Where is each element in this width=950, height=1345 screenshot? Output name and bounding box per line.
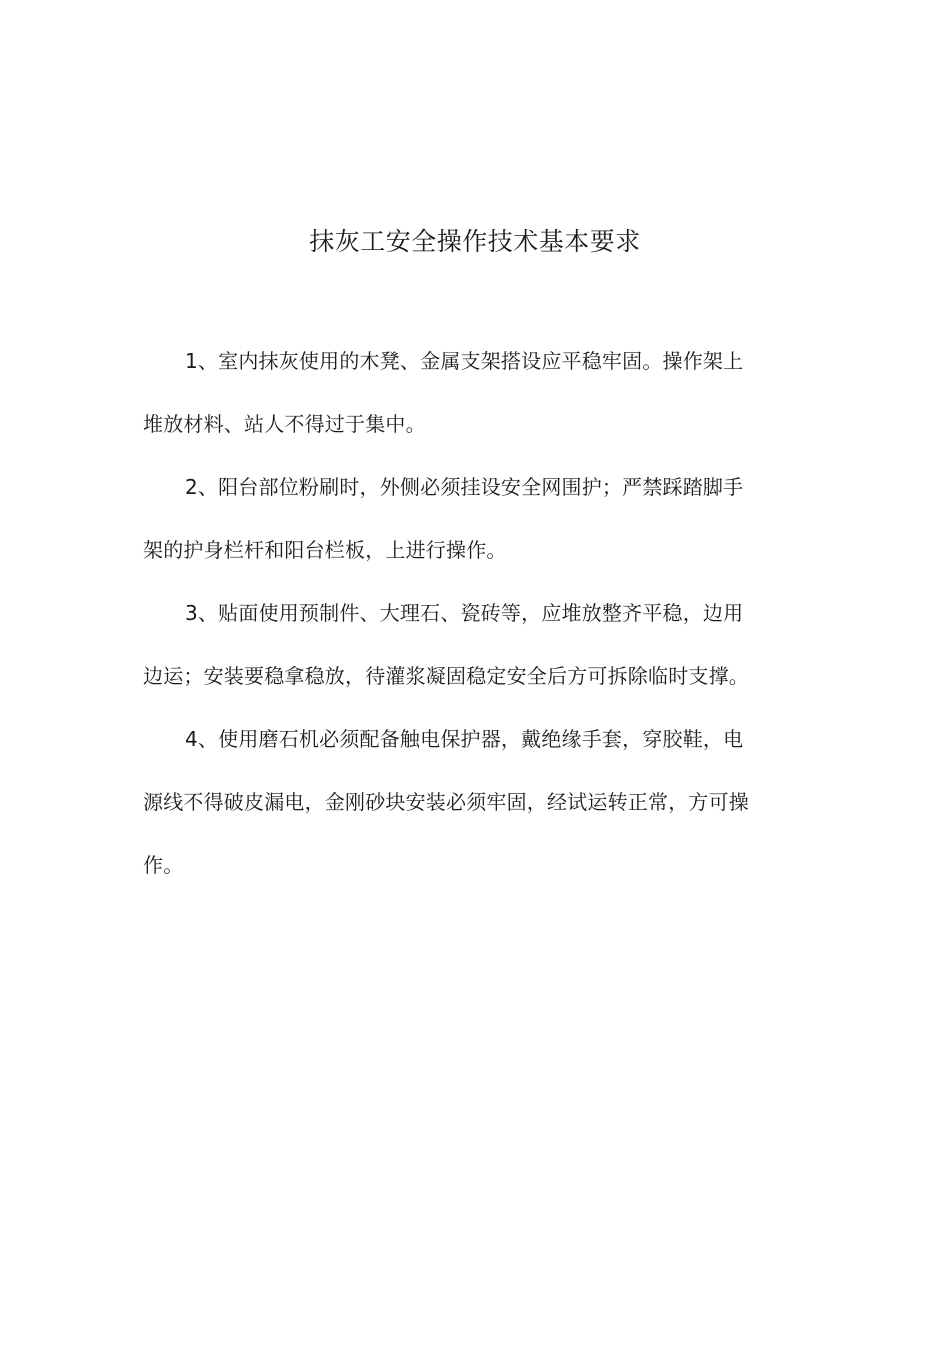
paragraph-line: 源线不得破皮漏电，金刚砂块安装必须牢固，经试运转正常，方可操 — [143, 790, 749, 814]
document-body — [143, 330, 783, 897]
paragraph-line: 1、室内抹灰使用的木凳、金属支架搭设应平稳牢固。操作架上 — [185, 349, 744, 373]
paragraph-line: 3、贴面使用预制件、大理石、瓷砖等，应堆放整齐平稳，边用 — [185, 601, 744, 625]
paragraph-line: 4、使用磨石机必须配备触电保护器，戴绝缘手套，穿胶鞋，电 — [185, 727, 744, 751]
paragraph-line: 架的护身栏杆和阳台栏板，上进行操作。 — [143, 538, 507, 562]
paragraph-line: 作。 — [143, 853, 184, 877]
paragraph-2 — [143, 456, 783, 582]
document-title: 抹灰工安全操作技术基本要求 — [309, 227, 641, 256]
paragraph-line: 2、阳台部位粉刷时，外侧必须挂设安全网围护；严禁踩踏脚手 — [185, 475, 744, 499]
paragraph-line: 堆放材料、站人不得过于集中。 — [143, 412, 426, 436]
paragraph-line: 边运；安装要稳拿稳放，待灌浆凝固稳定安全后方可拆除临时支撑。 — [143, 664, 749, 688]
paragraph-3 — [143, 582, 783, 708]
paragraph-1 — [143, 330, 783, 456]
paragraph-4 — [143, 708, 783, 897]
